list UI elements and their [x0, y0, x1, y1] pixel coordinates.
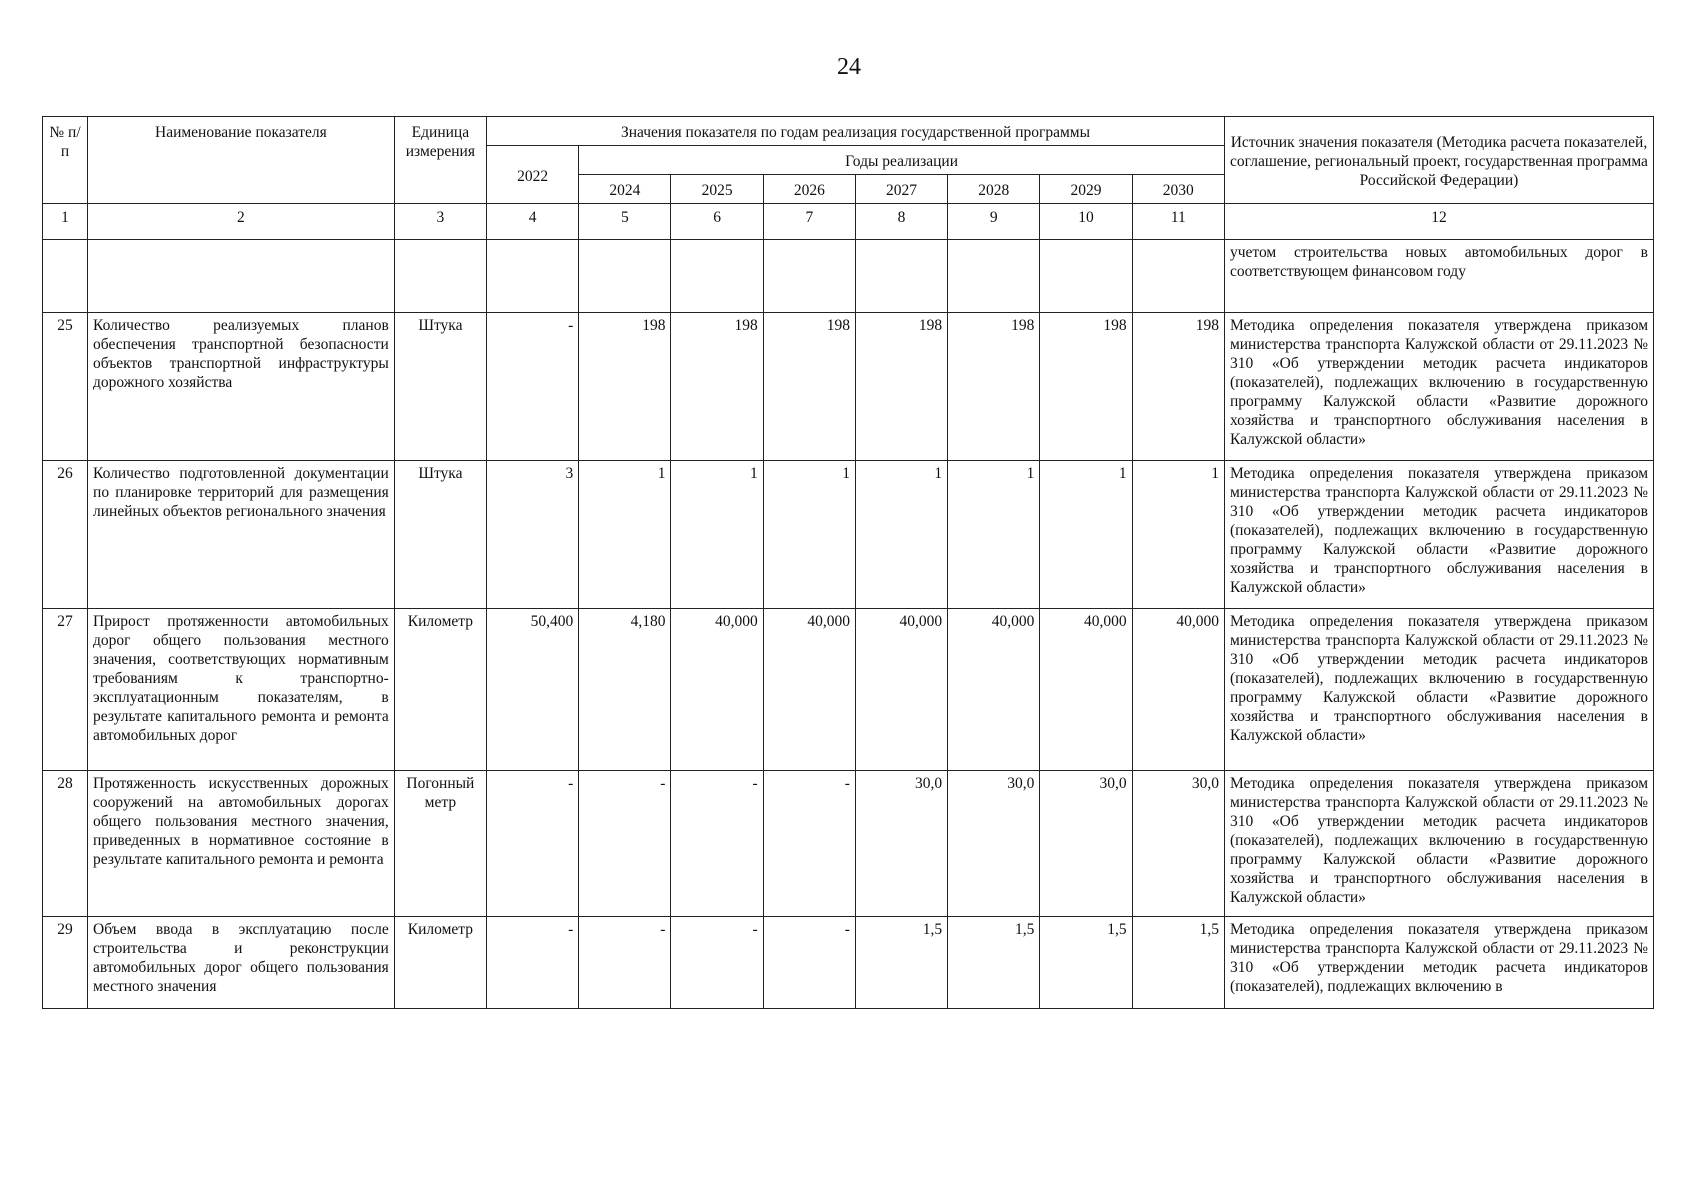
- unit: Километр: [394, 609, 486, 771]
- indicator-source: Методика определения показателя утверждена приказом министерства транспорта Калужской области от 29.11.2023 № 310 «Об утверждении методик расчета индикаторов (показателей), подлежащих включению в: [1224, 917, 1653, 1009]
- table-row: [43, 771, 1654, 917]
- row-number: 29: [43, 917, 88, 1009]
- indicator-value: -: [487, 771, 579, 917]
- indicator-source: Методика определения показателя утверждена приказом министерства транспорта Калужской области от 29.11.2023 № 310 «Об утверждении методик расчета индикаторов (показателей), подлежащих включению в государственную программу Калужской области «Развитие дорожного хозяйства и транспортного обслуживания населения в Калужской области»: [1224, 609, 1653, 771]
- header-source: Источник значения показателя (Методика расчета показателей, соглашение, региональный проект, государственная программа Российской Федерации): [1224, 117, 1653, 204]
- indicator-value: 50,400: [487, 609, 579, 771]
- indicator-value: -: [487, 917, 579, 1009]
- indicator-source: Методика определения показателя утверждена приказом министерства транспорта Калужской области от 29.11.2023 № 310 «Об утверждении методик расчета индикаторов (показателей), подлежащих включению в государственную программу Калужской области «Развитие дорожного хозяйства и транспортного обслуживания населения в Калужской области»: [1224, 771, 1653, 917]
- header-year: 2028: [948, 175, 1040, 204]
- column-number: 1: [43, 204, 88, 240]
- indicator-name: Количество реализуемых планов обеспечения транспортной безопасности объектов транспортной инфраструктуры дорожного хозяйства: [88, 313, 395, 461]
- indicator-value: 1,5: [948, 917, 1040, 1009]
- indicator-value: 40,000: [671, 609, 763, 771]
- unit: Штука: [394, 461, 486, 609]
- row-number: 28: [43, 771, 88, 917]
- indicators-table: [42, 116, 1654, 1009]
- indicator-value: 1: [948, 461, 1040, 609]
- indicator-value: 40,000: [763, 609, 855, 771]
- unit: Километр: [394, 917, 486, 1009]
- header-year: 2027: [855, 175, 947, 204]
- header-year: 2025: [671, 175, 763, 204]
- indicator-value: -: [763, 771, 855, 917]
- indicator-value: 40,000: [1132, 609, 1224, 771]
- column-number: 4: [487, 204, 579, 240]
- indicator-value: 40,000: [855, 609, 947, 771]
- column-number: 11: [1132, 204, 1224, 240]
- column-numbers-row: [43, 204, 1654, 240]
- indicator-value: 1: [855, 461, 947, 609]
- indicator-value: 30,0: [855, 771, 947, 917]
- indicator-value: 30,0: [1132, 771, 1224, 917]
- column-number: 6: [671, 204, 763, 240]
- indicator-value: 40,000: [948, 609, 1040, 771]
- table-row: [43, 461, 1654, 609]
- indicator-value: 1,5: [855, 917, 947, 1009]
- header-values: Значения показателя по годам реализация государственной программы: [487, 117, 1225, 146]
- indicator-value: 30,0: [1040, 771, 1132, 917]
- table-row: [43, 609, 1654, 771]
- header-name: Наименование показателя: [88, 117, 395, 204]
- indicator-source: Методика определения показателя утверждена приказом министерства транспорта Калужской области от 29.11.2023 № 310 «Об утверждении методик расчета индикаторов (показателей), подлежащих включению в государственную программу Калужской области «Развитие дорожного хозяйства и транспортного обслуживания населения в Калужской области»: [1224, 461, 1653, 609]
- indicator-source: Методика определения показателя утверждена приказом министерства транспорта Калужской области от 29.11.2023 № 310 «Об утверждении методик расчета индикаторов (показателей), подлежащих включению в государственную программу Калужской области «Развитие дорожного хозяйства и транспортного обслуживания населения в Калужской области»: [1224, 313, 1653, 461]
- indicator-value: -: [671, 917, 763, 1009]
- header-unit: Единица измерения: [394, 117, 486, 204]
- column-number: 5: [579, 204, 671, 240]
- column-number: 9: [948, 204, 1040, 240]
- indicator-name: Количество подготовленной документации по планировке территорий для размещения линейных объектов регионального значения: [88, 461, 395, 609]
- continuation-source: учетом строительства новых автомобильных дорог в соответствующем финансовом году: [1224, 240, 1653, 313]
- page-number: 24: [837, 54, 861, 80]
- indicator-value: 30,0: [948, 771, 1040, 917]
- indicator-value: -: [671, 771, 763, 917]
- indicator-value: 198: [763, 313, 855, 461]
- indicator-value: -: [763, 917, 855, 1009]
- indicator-value: -: [487, 313, 579, 461]
- indicator-value: 1: [671, 461, 763, 609]
- indicator-value: 3: [487, 461, 579, 609]
- indicator-value: 198: [948, 313, 1040, 461]
- indicator-value: 1: [1132, 461, 1224, 609]
- indicator-value: 1: [763, 461, 855, 609]
- column-number: 10: [1040, 204, 1132, 240]
- header-row-1: [43, 117, 1654, 146]
- indicator-value: 198: [671, 313, 763, 461]
- row-number: 25: [43, 313, 88, 461]
- column-number: 7: [763, 204, 855, 240]
- indicator-value: 198: [855, 313, 947, 461]
- indicator-value: 198: [579, 313, 671, 461]
- indicator-value: 40,000: [1040, 609, 1132, 771]
- indicator-value: 4,180: [579, 609, 671, 771]
- indicator-value: 198: [1040, 313, 1132, 461]
- indicator-value: -: [579, 771, 671, 917]
- row-number: 26: [43, 461, 88, 609]
- column-number: 2: [88, 204, 395, 240]
- indicator-value: 1: [1040, 461, 1132, 609]
- header-year: 2029: [1040, 175, 1132, 204]
- indicator-value: 198: [1132, 313, 1224, 461]
- header-base-year: 2022: [487, 146, 579, 204]
- column-number: 8: [855, 204, 947, 240]
- header-year: 2030: [1132, 175, 1224, 204]
- indicator-value: 1: [579, 461, 671, 609]
- header-year: 2026: [763, 175, 855, 204]
- indicator-name: Объем ввода в эксплуатацию после строительства и реконструкции автомобильных дорог общего пользования местного значения: [88, 917, 395, 1009]
- indicator-name: Протяженность искусственных дорожных сооружений на автомобильных дорогах общего пользования местного значения, приведенных в нормативное состояние в результате капитального ремонта и ремонта: [88, 771, 395, 917]
- indicator-value: -: [579, 917, 671, 1009]
- header-year: 2024: [579, 175, 671, 204]
- header-years-group: Годы реализации: [579, 146, 1225, 175]
- header-num: № п/п: [43, 117, 88, 204]
- table-row: [43, 917, 1654, 1009]
- indicator-value: 1,5: [1132, 917, 1224, 1009]
- continuation-row: [43, 240, 1654, 313]
- table-row: [43, 313, 1654, 461]
- indicator-name: Прирост протяженности автомобильных дорог общего пользования местного значения, соответствующих нормативным требованиям к транспортно-эксплуатационным показателям, в результате капитального ремонта и ремонта автомобильных дорог: [88, 609, 395, 771]
- indicator-value: 1,5: [1040, 917, 1132, 1009]
- unit: Штука: [394, 313, 486, 461]
- column-number: 3: [394, 204, 486, 240]
- unit: Погонный метр: [394, 771, 486, 917]
- column-number: 12: [1224, 204, 1653, 240]
- row-number: 27: [43, 609, 88, 771]
